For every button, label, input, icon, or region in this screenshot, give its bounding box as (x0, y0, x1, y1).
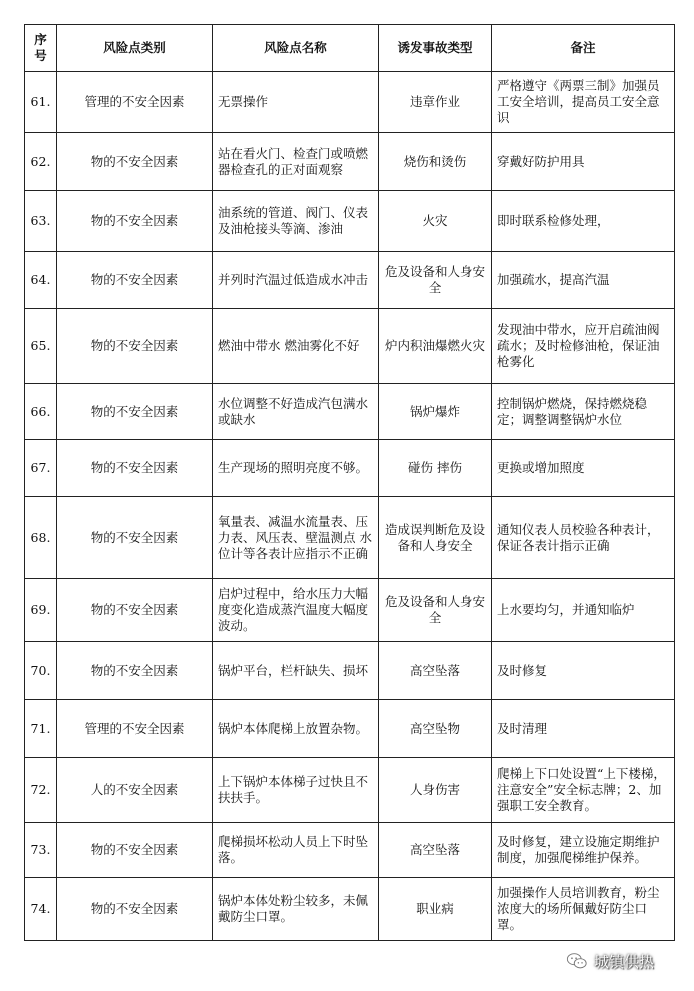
table-header (25, 25, 675, 72)
row-number: 67. (25, 440, 57, 497)
table-row (25, 700, 675, 758)
accident-type: 炉内积油爆燃火灾 (379, 309, 492, 384)
accident-type: 职业病 (379, 878, 492, 941)
table-row (25, 758, 675, 823)
header-no: 序号 (25, 25, 57, 72)
row-number: 72. (25, 758, 57, 823)
risk-category: 物的不安全因素 (57, 252, 213, 309)
risk-category: 物的不安全因素 (57, 823, 213, 878)
row-number: 66. (25, 384, 57, 440)
risk-category: 物的不安全因素 (57, 191, 213, 252)
remark: 控制锅炉燃烧，保持燃烧稳定；调整调整锅炉水位 (492, 384, 675, 440)
risk-category: 物的不安全因素 (57, 309, 213, 384)
accident-type: 火灾 (379, 191, 492, 252)
accident-type: 高空坠物 (379, 700, 492, 758)
remark: 上水要均匀，并通知临炉 (492, 579, 675, 642)
risk-name: 锅炉平台，栏杆缺失、损坏 (213, 642, 379, 700)
row-number: 63. (25, 191, 57, 252)
table-row (25, 579, 675, 642)
remark: 加强疏水，提高汽温 (492, 252, 675, 309)
risk-name: 站在看火门、检查门或喷燃器检查孔的正对面观察 (213, 133, 379, 191)
accident-type: 危及设备和人身安全 (379, 579, 492, 642)
remark: 更换或增加照度 (492, 440, 675, 497)
accident-type: 锅炉爆炸 (379, 384, 492, 440)
risk-name: 上下锅炉本体梯子过快且不扶扶手。 (213, 758, 379, 823)
risk-name: 无票操作 (213, 72, 379, 133)
row-number: 68. (25, 497, 57, 579)
remark: 穿戴好防护用具 (492, 133, 675, 191)
risk-name: 爬梯损坏松动人员上下时坠落。 (213, 823, 379, 878)
header-note: 备注 (492, 25, 675, 72)
table-body (25, 72, 675, 941)
watermark (566, 948, 654, 974)
header-accident: 诱发事故类型 (379, 25, 492, 72)
risk-category: 物的不安全因素 (57, 440, 213, 497)
row-number: 64. (25, 252, 57, 309)
header-row (25, 25, 675, 72)
risk-category: 物的不安全因素 (57, 497, 213, 579)
accident-type: 危及设备和人身安全 (379, 252, 492, 309)
header-category: 风险点类别 (57, 25, 213, 72)
row-number: 70. (25, 642, 57, 700)
remark: 爬梯上下口处设置“上下楼梯，注意安全”安全标志牌；2、加强职工安全教育。 (492, 758, 675, 823)
table-row (25, 497, 675, 579)
risk-category: 物的不安全因素 (57, 878, 213, 941)
risk-name: 水位调整不好造成汽包满水或缺水 (213, 384, 379, 440)
risk-category: 物的不安全因素 (57, 579, 213, 642)
risk-name: 油系统的管道、阀门、仪表及油枪接头等滴、渗油 (213, 191, 379, 252)
table-row (25, 384, 675, 440)
table-row (25, 440, 675, 497)
table-row (25, 72, 675, 133)
row-number: 69. (25, 579, 57, 642)
accident-type: 高空坠落 (379, 642, 492, 700)
risk-table (24, 24, 675, 941)
remark: 发现油中带水，应开启疏油阀疏水；及时检修油枪，保证油枪雾化 (492, 309, 675, 384)
accident-type: 碰伤 摔伤 (379, 440, 492, 497)
risk-name: 锅炉本体爬梯上放置杂物。 (213, 700, 379, 758)
table-row (25, 252, 675, 309)
risk-name: 并列时汽温过低造成水冲击 (213, 252, 379, 309)
row-number: 61. (25, 72, 57, 133)
wechat-icon (566, 950, 588, 972)
table-row (25, 133, 675, 191)
table-row (25, 642, 675, 700)
table-row (25, 191, 675, 252)
remark: 及时修复，建立设施定期维护制度，加强爬梯维护保养。 (492, 823, 675, 878)
risk-name: 启炉过程中，给水压力大幅度变化造成蒸汽温度大幅度波动。 (213, 579, 379, 642)
row-number: 74. (25, 878, 57, 941)
remark: 即时联系检修处理， (492, 191, 675, 252)
risk-category: 人的不安全因素 (57, 758, 213, 823)
risk-category: 物的不安全因素 (57, 642, 213, 700)
accident-type: 烧伤和烫伤 (379, 133, 492, 191)
watermark-text: 城镇供热 (594, 952, 655, 971)
risk-name: 燃油中带水 燃油雾化不好 (213, 309, 379, 384)
accident-type: 违章作业 (379, 72, 492, 133)
remark: 及时清理 (492, 700, 675, 758)
remark: 严格遵守《两票三制》加强员工安全培训，提高员工安全意识 (492, 72, 675, 133)
table-row (25, 309, 675, 384)
accident-type: 高空坠落 (379, 823, 492, 878)
risk-name: 氧量表、减温水流量表、压力表、风压表、壁温测点 水位计等各表计应指示不正确 (213, 497, 379, 579)
accident-type: 造成误判断危及设备和人身安全 (379, 497, 492, 579)
remark: 及时修复 (492, 642, 675, 700)
header-name: 风险点名称 (213, 25, 379, 72)
risk-category: 管理的不安全因素 (57, 700, 213, 758)
risk-category: 物的不安全因素 (57, 384, 213, 440)
table-row (25, 823, 675, 878)
risk-name: 生产现场的照明亮度不够。 (213, 440, 379, 497)
row-number: 71. (25, 700, 57, 758)
row-number: 62. (25, 133, 57, 191)
risk-category: 管理的不安全因素 (57, 72, 213, 133)
row-number: 65. (25, 309, 57, 384)
risk-name: 锅炉本体处粉尘较多，未佩戴防尘口罩。 (213, 878, 379, 941)
remark: 加强操作人员培训教育，粉尘浓度大的场所佩戴好防尘口罩。 (492, 878, 675, 941)
table-row (25, 878, 675, 941)
row-number: 73. (25, 823, 57, 878)
risk-category: 物的不安全因素 (57, 133, 213, 191)
remark: 通知仪表人员校验各种表计，保证各表计指示正确 (492, 497, 675, 579)
accident-type: 人身伤害 (379, 758, 492, 823)
